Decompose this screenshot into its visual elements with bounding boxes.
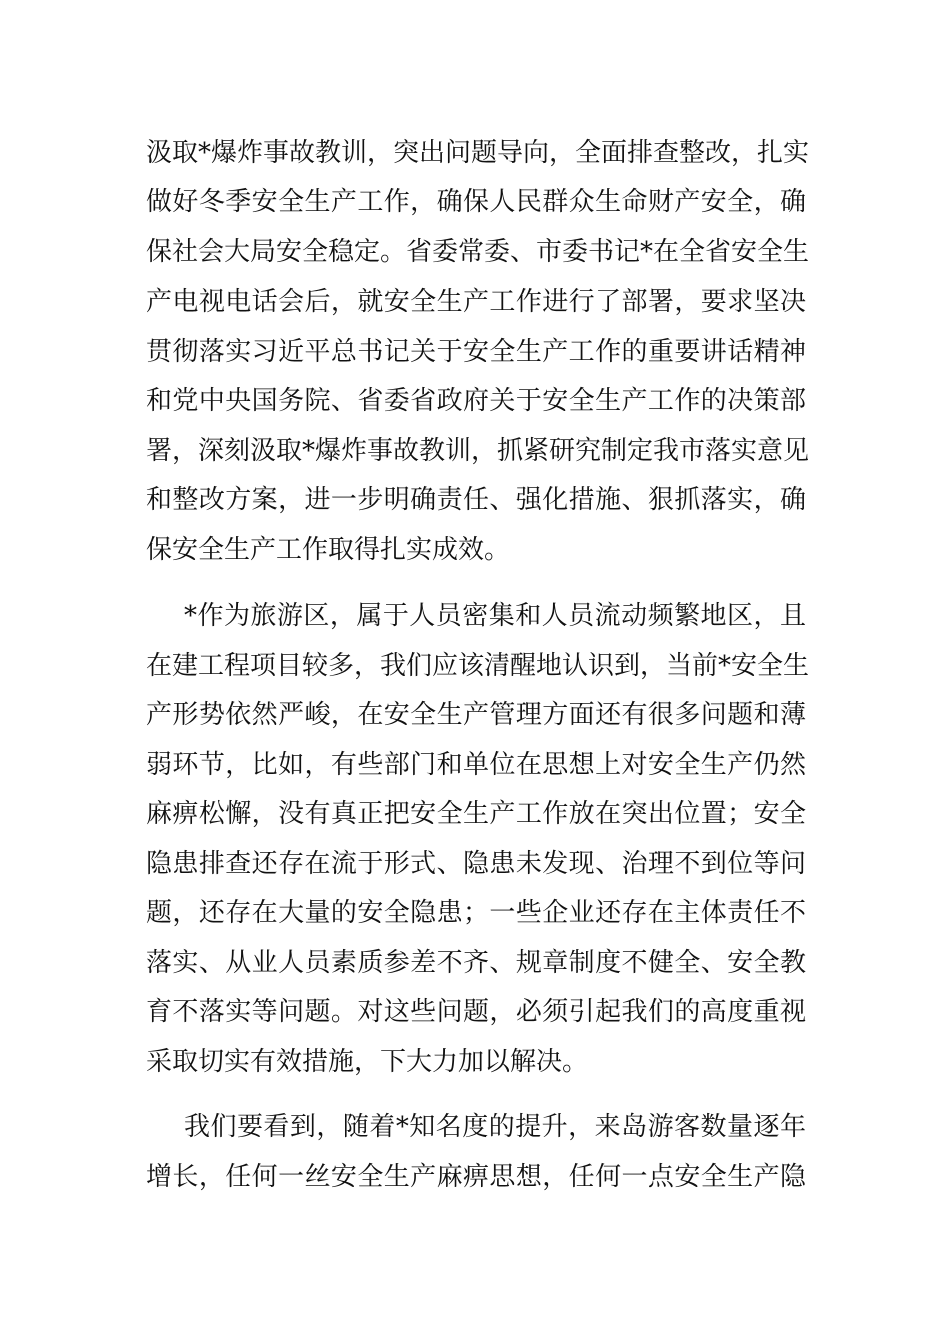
text-line: 育不落实等问题。对这些问题，必须引起我们的高度重视 [146, 997, 806, 1027]
text-line: 和整改方案，进一步明确责任、强化措施、狠抓落实，确 [146, 485, 806, 515]
text-line: 产电视电话会后，就安全生产工作进行了部署，要求坚决 [146, 287, 806, 317]
text-line: 采取切实有效措施，下大力加以解决。 [146, 1047, 589, 1077]
text-line: 我们要看到，随着*知名度的提升，来岛游客数量逐年 [184, 1112, 806, 1142]
text-line: 弱环节，比如，有些部门和单位在思想上对安全生产仍然 [146, 750, 806, 780]
text-line: *作为旅游区，属于人员密集和人员流动频繁地区，且 [184, 601, 806, 631]
text-line: 隐患排查还存在流于形式、隐患未发现、治理不到位等问 [146, 849, 806, 879]
text-line: 汲取*爆炸事故教训，突出问题导向，全面排查整改，扎实 [146, 138, 810, 168]
text-line: 保安全生产工作取得扎实成效。 [146, 535, 511, 565]
text-line: 贯彻落实习近平总书记关于安全生产工作的重要讲话精神 [146, 337, 806, 367]
text-line: 麻痹松懈，没有真正把安全生产工作放在突出位置；安全 [146, 799, 806, 829]
text-line: 在建工程项目较多，我们应该清醒地认识到，当前*安全生 [146, 651, 810, 681]
text-line: 题，还存在大量的安全隐患；一些企业还存在主体责任不 [146, 898, 806, 928]
text-line: 保社会大局安全稳定。省委常委、市委书记*在全省安全生 [146, 237, 810, 267]
text-line: 做好冬季安全生产工作，确保人民群众生命财产安全，确 [146, 187, 806, 217]
text-line: 落实、从业人员素质参差不齐、规章制度不健全、安全教 [146, 948, 806, 978]
text-line: 产形势依然严峻，在安全生产管理方面还有很多问题和薄 [146, 700, 806, 730]
text-line: 署，深刻汲取*爆炸事故教训，抓紧研究制定我市落实意见 [146, 436, 810, 466]
text-line: 和党中央国务院、省委省政府关于安全生产工作的决策部 [146, 386, 806, 416]
text-line: 增长，任何一丝安全生产麻痹思想，任何一点安全生产隐 [146, 1162, 806, 1192]
